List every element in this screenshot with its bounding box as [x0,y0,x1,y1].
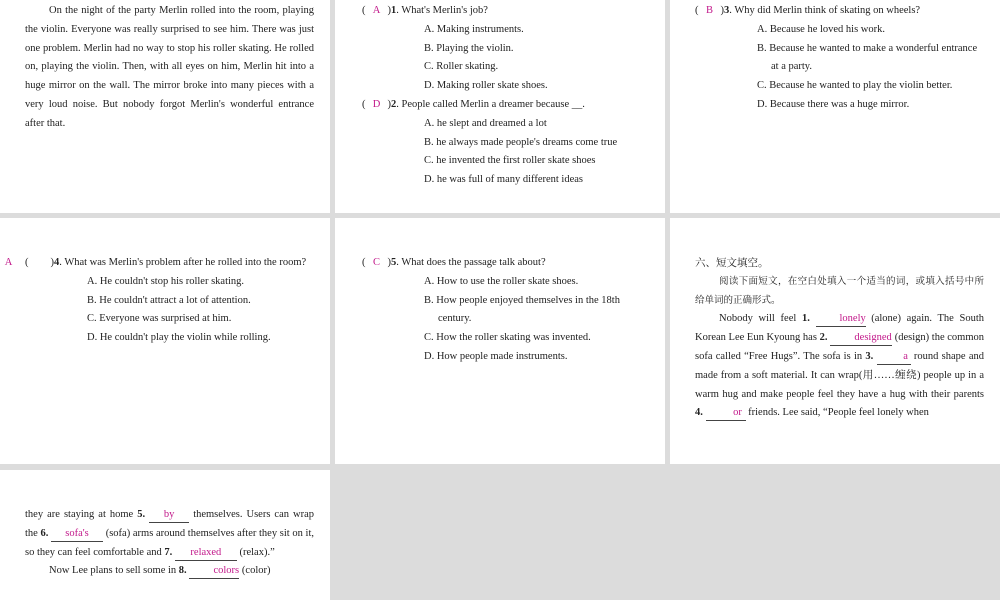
option: B. He couldn't attract a lot of attention. [87,294,251,306]
question-4: (A )4. What was Merlin's problem after he rolled into the room? A. He couldn't stop his roller skating. B. He couldn't attract a lot of attention. C. Everyone was surprised at him. D. He couldn't play the violin while rolling. [25,254,314,348]
cloze-panel-2 [0,470,330,600]
option: D. He couldn't play the violin while rolling. [87,332,271,344]
answer-2: D [372,98,381,110]
option: C. How the roller skating was invented. [424,332,591,344]
option: B. Playing the violin. [424,42,514,54]
option: C. Everyone was surprised at him. [87,313,232,325]
questions-panel-1-2 [335,0,665,213]
answer-4: A [4,257,13,268]
question-stem: People called Merlin a dreamer because __. [401,98,585,110]
cloze-panel-1 [670,218,1000,464]
answer-3: B [705,5,713,16]
option: D. he was full of many different ideas [424,174,584,186]
section-instruction: 阅读下面短文，在空白处填入一个适当的词，或填入括号中所给单词的正确形式。 [695,275,984,306]
cloze-text-last: Now Lee plans to sell some in 8. colors (color) [25,562,314,581]
passage-text: On the night of the party Merlin rolled into the room, playing the violin. Everyone was really surprised to see him. There was just one problem. Merlin had no way to stop his roller skating. He rolled on, playing the violin. Then, with all eyes on him, Merlin hit into a huge mirror on the wall. The mirror broke into many pieces with a very loud noise. But nobody forgot Merlin's wonderful entrance after that. [25,5,314,129]
option: B. he always made people's dreams come true [424,136,618,148]
option: C. Roller skating. [424,61,499,73]
question-stem: What's Merlin's job? [401,5,488,16]
question-stem: What was Merlin's problem after he rolled into the room? [64,257,307,268]
blank-4: or [706,406,746,421]
cloze-text: Nobody will feel 1. lonely (alone) again. The South Korean Lee Eun Kyoung has 2. designed (design) the common sofa called “Free Hugs”. The sofa is in 3. a round shape and made from a soft material. It can wrap(用……缠绕) people up in a warm hug and make people feel they have a hug with their parents 4. or friends. Lee said, “People feel lonely when [695,310,984,423]
blank-8: colors [189,564,239,579]
questions-panel-3 [670,0,1000,213]
option: D. Making roller skate shoes. [424,80,548,92]
questions-panel-5 [335,218,665,464]
question-2: ( D )2. People called Merlin a dreamer because __. A. he slept and dreamed a lot B. he always made people's dreams come true C. he invented the first roller skate shoes D. he was full of many different ideas [362,96,655,190]
question-1: ( A )1. What's Merlin's job? A. Making instruments. B. Playing the violin. C. Roller skating. D. Making roller skate shoes. [362,2,655,96]
option: A. He couldn't stop his roller skating. [87,275,245,287]
option: A. he slept and dreamed a lot [424,117,547,129]
empty-area [335,470,1000,600]
blank-2: designed [830,331,892,346]
option: C. he invented the first roller skate shoes [424,155,596,167]
option: A. Because he loved his work. [757,23,886,35]
cloze-text-continued: they are staying at home 5. by themselves. Users can wrap the 6. sofa's (sofa) arms around themselves after they sit on it, so they can feel comfortable and 7. relaxed (relax).” [25,506,314,562]
option: A. How to use the roller skate shoes. [424,275,579,287]
blank-1: lonely [816,312,866,327]
option: D. How people made instruments. [424,350,568,362]
option: B. How people enjoyed themselves in the 18th century. [424,294,620,325]
option: C. Because he wanted to play the violin better. [757,80,953,92]
option: D. Because there was a huge mirror. [757,98,910,110]
option: A. Making instruments. [424,23,524,35]
option: B. Because he wanted to make a wonderful entrance at a party. [757,42,978,73]
blank-7: relaxed [175,546,237,561]
blank-3: a [877,350,911,365]
passage-panel [0,0,330,213]
questions-panel-4 [0,218,330,464]
question-stem: What does the passage talk about? [401,257,546,268]
question-5: ( C )5. What does the passage talk about? A. How to use the roller skate shoes. B. How people enjoyed themselves in the 18th century. C. How the roller skating was invented. D. How people made instruments. [362,254,655,367]
answer-5: C [372,257,380,268]
section-title: 六、短文填空。 [695,257,769,269]
blank-6: sofa's [51,527,103,542]
question-3: ( B )3. Why did Merlin think of skating on wheels? A. Because he loved his work. B. Because he wanted to make a wonderful entrance at a party. C. Because he wanted to play the violin better. D. Because there was a huge mirror. [695,2,984,115]
question-stem: Why did Merlin think of skating on wheels? [734,5,921,16]
answer-1: A [372,5,381,16]
blank-5: by [149,508,189,523]
